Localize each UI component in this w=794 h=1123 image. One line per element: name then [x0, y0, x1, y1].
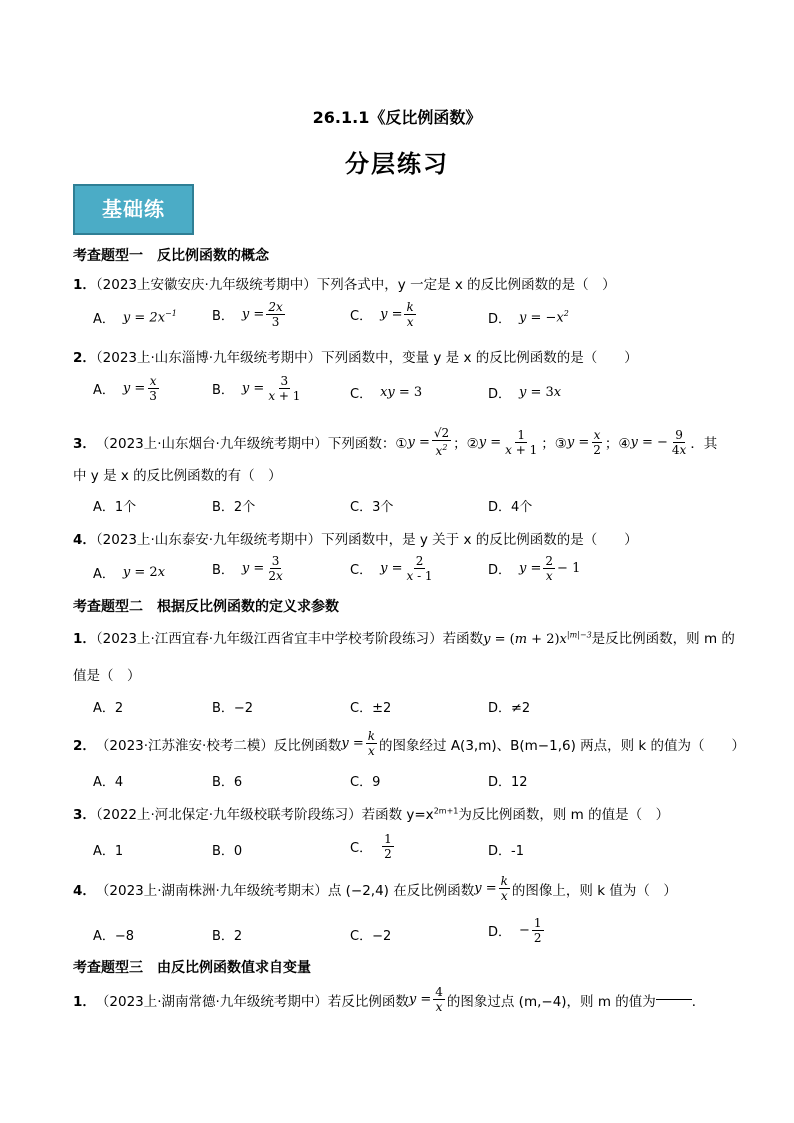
- option-d: D．4个: [488, 500, 533, 515]
- question-number: 4．: [73, 532, 96, 548]
- option-b: B．6: [212, 775, 243, 790]
- question-text: （2023·江苏淮安·校考二模）反比例函数: [95, 737, 342, 754]
- option-b: B． y = $\frac{3}{2x}$: [212, 554, 283, 583]
- question-text-tail: 的图像上，则 k 值为（ ）: [511, 882, 677, 899]
- question-text-tail: 是反比例函数，则 m 的: [591, 631, 735, 647]
- option-b: B．2: [212, 929, 243, 944]
- option-label: A．: [93, 567, 115, 582]
- question-2-2: 2． （2023·江苏淮安·校考二模）反比例函数 y = $\frac{k}{x}$ 的图象经过 A(3,m)、B(m−1,6) 两点，则 k 的值为（ ）: [73, 729, 746, 758]
- question-number: 3．: [73, 807, 96, 823]
- question-text: （2023上·湖南株洲·九年级统考期末）点 (−2,4) 在反比例函数: [95, 882, 475, 899]
- option-d: D．12: [488, 775, 528, 790]
- question-text-tail: 为反比例函数，则 m 的值是（ ）: [458, 807, 670, 823]
- option-label: B．: [212, 383, 234, 398]
- option-b: B．−2: [212, 701, 254, 716]
- question-text-end: ．: [691, 993, 706, 1010]
- option-a: A．4: [93, 775, 124, 790]
- question-number: 2．: [73, 737, 96, 754]
- question-text: （2023上·山东泰安·九年级统考期中）下列函数中，是 y 关于 x 的反比例函数的是（ ）: [95, 532, 638, 548]
- question-2-3: [73, 803, 669, 823]
- option-d: D．≠2: [488, 701, 531, 716]
- option-a: A．2: [93, 701, 124, 716]
- option-label: B．: [212, 563, 234, 578]
- question-number: 3．: [73, 436, 96, 452]
- exponent: 2m+1: [433, 806, 459, 816]
- question-number: 1．: [73, 993, 96, 1010]
- question-text: （2023上·江西宜春·九年级江西省宜丰中学校考阶段练习）若函数: [95, 631, 484, 647]
- question-3-1: 1． （2023上·湖南常德·九年级统考期中）若反比例函数 y = $\frac{4}{x}$ 的图象过点 (m,−4)，则 m 的值为 ．: [73, 985, 706, 1014]
- option-label: B．: [212, 309, 234, 324]
- option-b: B．0: [212, 844, 243, 859]
- option-a: A．1: [93, 844, 124, 859]
- option-c: C．9: [350, 775, 381, 790]
- option-label: C．: [350, 563, 373, 578]
- option-label: D．: [488, 563, 512, 578]
- document-subtitle: 分层练习: [345, 150, 449, 178]
- option-c: C．3个: [350, 500, 394, 515]
- option-label: A．: [93, 312, 115, 327]
- question-text-tail: 的图象过点 (m,−4)，则 m 的值为: [446, 993, 656, 1010]
- answer-blank[interactable]: [656, 999, 692, 1000]
- option-d: D． $y = -x^2$: [488, 309, 569, 327]
- option-c: C． y = $\frac{2}{x - 1}$: [350, 554, 433, 583]
- question-number: 2．: [73, 350, 96, 366]
- option-label: D．: [488, 925, 512, 940]
- question-text-tail: ．其: [690, 436, 718, 452]
- question-text: （2023上安徽安庆·九年级统考期中）下列各式中，y 一定是 x 的反比例函数的是（ ）: [95, 277, 616, 293]
- question-1-4: [73, 528, 638, 548]
- option-a: A． y = 2x: [93, 565, 166, 582]
- question-2-1: 1．（2023上·江西宜春·九年级江西省宜丰中学校考阶段练习）若函数$y = (m + 2)x^{|m|-3}$是反比例函数，则 m 的: [73, 630, 735, 647]
- option-c: C．−2: [350, 929, 392, 944]
- option-c: C． xy = 3: [350, 385, 423, 402]
- option-b: B． y = $\frac{3}{x + 1}$: [212, 374, 301, 403]
- option-a: A．1个: [93, 500, 137, 515]
- option-c: C． $\frac{1}{2}$: [350, 832, 392, 861]
- section-heading-2: 考查题型二 根据反比例函数的定义求参数: [73, 599, 339, 615]
- question-2-4: 4． （2023上·湖南株洲·九年级统考期末）点 (−2,4) 在反比例函数 y = $\frac{k}{x}$ 的图像上，则 k 值为（ ）: [73, 874, 677, 903]
- option-c: C． y = $\frac{k}{x}$: [350, 300, 414, 329]
- option-d: D． y = $\frac{2}{x}$ − 1: [488, 554, 581, 583]
- document-title: 26.1.1《反比例函数》: [312, 108, 482, 127]
- option-b: B． y = $\frac{2x}{3}$: [212, 300, 283, 329]
- option-label: C．: [350, 309, 373, 324]
- question-continuation: 中 y 是 x 的反比例函数的有（ ）: [73, 468, 282, 484]
- question-1-3: 3． （2023上·山东烟台·九年级统考期中）下列函数：① y = $\frac{√2}{x^2}$ ；② y = $\frac{1}{x + 1}$ ；③ y = $\frac{x}{2}$ ；④ y = − $\frac{9}{4x}$ ．其: [73, 426, 718, 458]
- option-d: D．-1: [488, 844, 524, 859]
- question-1-1: [73, 273, 616, 293]
- section-heading-1: 考查题型一 反比例函数的概念: [73, 248, 269, 264]
- question-number: 1．: [73, 631, 96, 647]
- option-d: D． − $\frac{1}{2}$: [488, 916, 542, 945]
- option-a: A． y = $\frac{x}{3}$: [93, 374, 157, 403]
- question-text: （2022上·河北保定·九年级校联考阶段练习）若函数 y=x: [95, 807, 434, 823]
- question-number: 1．: [73, 277, 96, 293]
- option-label: D．: [488, 312, 512, 327]
- level-badge: 基础练: [73, 184, 194, 235]
- question-text-tail: 的图象经过 A(3,m)、B(m−1,6) 两点，则 k 的值为（ ）: [379, 737, 746, 754]
- question-number: 4．: [73, 882, 96, 899]
- question-text: （2023上·湖南常德·九年级统考期中）若反比例函数: [95, 993, 409, 1010]
- option-c: C．±2: [350, 701, 392, 716]
- option-d: D． y = 3x: [488, 385, 562, 402]
- question-1-2: [73, 346, 638, 366]
- option-a: A．−8: [93, 929, 135, 944]
- question-continuation: 值是（ ）: [73, 668, 141, 684]
- question-text: （2023上·山东烟台·九年级统考期中）下列函数：①: [95, 436, 408, 452]
- question-text: （2023上·山东淄博·九年级统考期中）下列函数中，变量 y 是 x 的反比例函数的是（ ）: [95, 350, 638, 366]
- section-heading-3: 考查题型三 由反比例函数值求自变量: [73, 960, 311, 976]
- option-label: C．: [350, 841, 373, 856]
- option-label: C．: [350, 387, 373, 402]
- option-label: D．: [488, 387, 512, 402]
- option-label: A．: [93, 383, 115, 398]
- option-a: A． $y = 2x^{-1}$: [93, 309, 177, 327]
- option-b: B．2个: [212, 500, 256, 515]
